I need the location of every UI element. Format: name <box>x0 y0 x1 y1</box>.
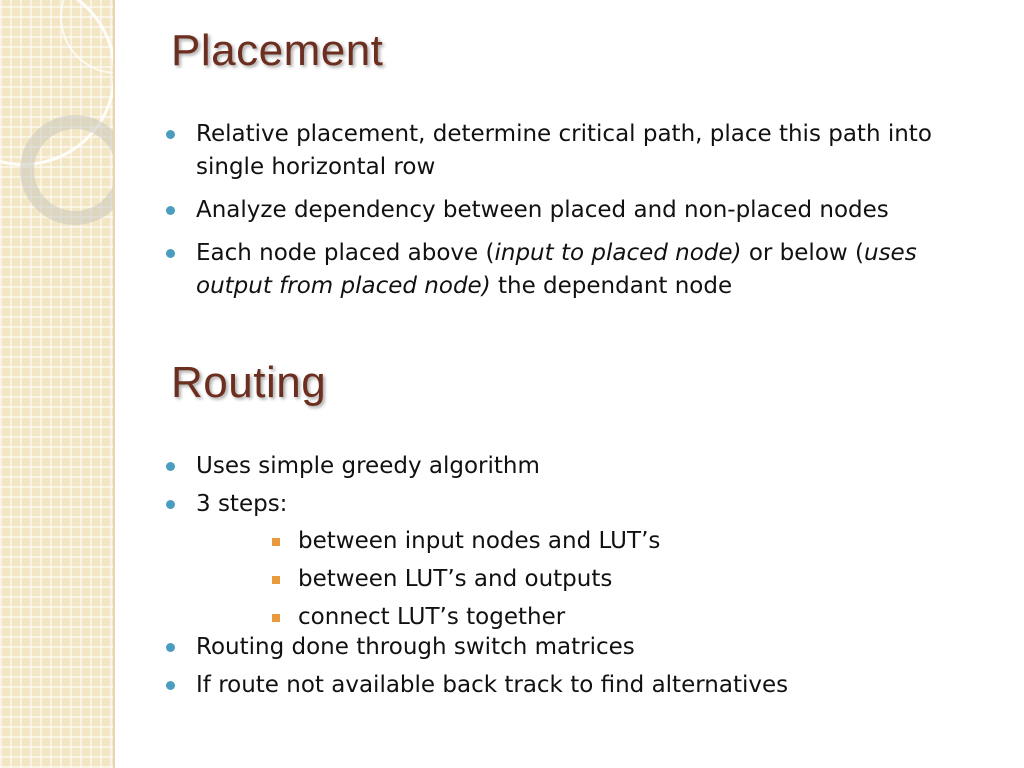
bullet-text: If route not available back track to find alternatives <box>196 672 789 698</box>
list-item <box>166 237 976 303</box>
square-bullet-icon <box>272 538 280 546</box>
steps-sublist <box>272 525 1024 634</box>
list-item <box>166 488 986 630</box>
decorative-ring <box>20 115 115 225</box>
placement-bullet-list <box>166 118 976 313</box>
list-item <box>166 118 976 184</box>
list-item <box>272 525 1024 558</box>
bullet-text: Each node placed above (input to placed node) or below (uses output from placed node) the dependant node <box>196 240 917 299</box>
list-item <box>166 450 986 483</box>
bullet-icon <box>166 500 175 509</box>
bullet-text: Uses simple greedy algorithm <box>196 453 540 479</box>
bullet-text: Routing done through switch matrices <box>196 634 635 660</box>
bullet-icon <box>166 681 175 690</box>
list-item <box>272 601 1024 634</box>
decorative-sidebar <box>0 0 115 768</box>
square-bullet-icon <box>272 576 280 584</box>
list-item <box>166 669 986 702</box>
bullet-text: Analyze dependency between placed and non-placed nodes <box>196 197 889 223</box>
sub-bullet-text: between LUT’s and outputs <box>298 566 613 592</box>
list-item <box>166 194 976 227</box>
bullet-icon <box>166 130 175 139</box>
routing-title: Routing <box>171 358 327 407</box>
routing-bullet-list <box>166 450 986 707</box>
sub-bullet-text: between input nodes and LUT’s <box>298 528 661 554</box>
bullet-text: Relative placement, determine critical path, place this path into single horizontal row <box>196 121 932 180</box>
sub-bullet-text: connect LUT’s together <box>298 604 566 630</box>
placement-title: Placement <box>171 26 384 75</box>
bullet-icon <box>166 643 175 652</box>
bullet-icon <box>166 462 175 471</box>
list-item <box>272 563 1024 596</box>
square-bullet-icon <box>272 614 280 622</box>
list-item <box>166 631 986 664</box>
bullet-icon <box>166 206 175 215</box>
bullet-text: 3 steps: <box>196 491 288 517</box>
bullet-icon <box>166 249 175 258</box>
